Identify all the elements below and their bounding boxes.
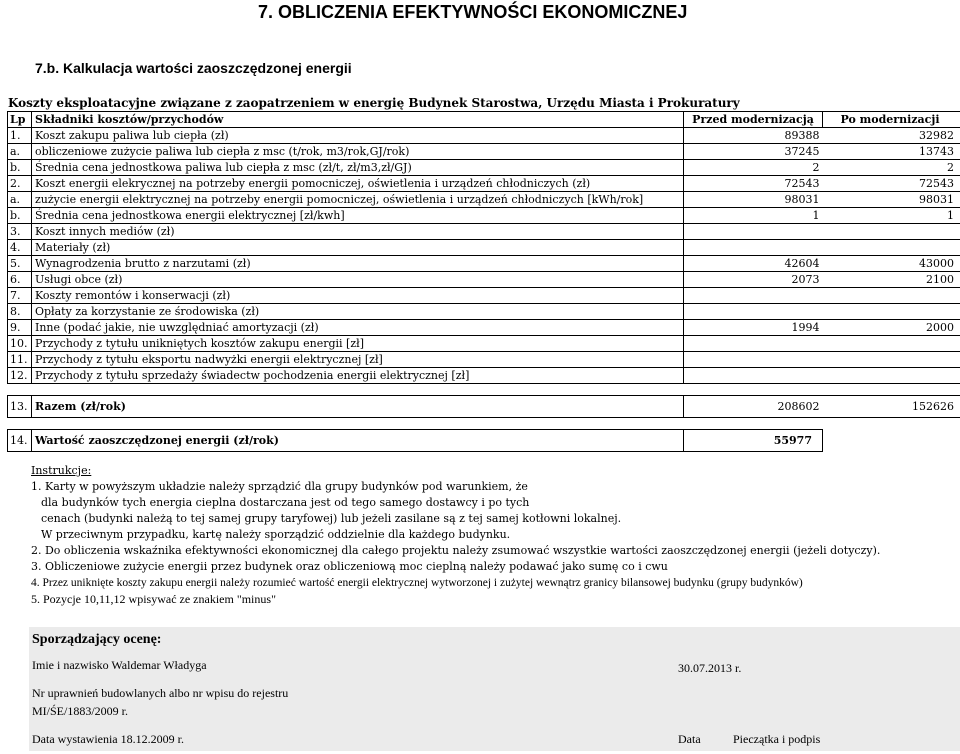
header-item: Składniki kosztów/przychodów — [32, 112, 684, 128]
table-row — [8, 368, 960, 384]
instruction-line: cenach (budynki należą to tej samej grupy taryfowej) lub jeżeli zasilane są z tej samej kotłowni lokalnej. — [41, 512, 622, 525]
row-lp: 5. — [8, 256, 32, 272]
table-row — [8, 320, 960, 336]
total-label: Razem (zł/rok) — [32, 396, 684, 418]
row-value-after: 98031 — [823, 192, 960, 208]
row-value-before — [684, 288, 823, 304]
row-label: Przychody z tytułu unikniętych kosztów zakupu energii [zł] — [32, 336, 684, 352]
row-value-before: 72543 — [684, 176, 823, 192]
table-row — [8, 128, 960, 144]
row-value-before: 89388 — [684, 128, 823, 144]
row-value-after — [823, 336, 960, 352]
table-row — [8, 288, 960, 304]
row-label: Koszty remontów i konserwacji (zł) — [32, 288, 684, 304]
row-label: obliczeniowe zużycie paliwa lub ciepła z msc (t/rok, m3/rok,GJ/rok) — [32, 144, 684, 160]
table-row — [8, 352, 960, 368]
row-value-before: 2073 — [684, 272, 823, 288]
row-value-before — [684, 304, 823, 320]
table-caption: Koszty eksploatacyjne związane z zaopatrzeniem w energię Budynek Starostwa, Urzędu Miasta i Prokuratury — [8, 96, 740, 110]
signature-right-panel — [676, 627, 960, 751]
row-value-after: 72543 — [823, 176, 960, 192]
table-header-row — [8, 112, 960, 128]
row-label: Koszt zakupu paliwa lub ciepła (zł) — [32, 128, 684, 144]
total-before: 208602 — [684, 396, 823, 418]
table-row — [8, 160, 960, 176]
header-lp: Lp — [8, 112, 32, 128]
row-value-after: 32982 — [823, 128, 960, 144]
cost-calculation-table — [7, 111, 960, 452]
row-value-after — [823, 352, 960, 368]
row-value-before: 42604 — [684, 256, 823, 272]
row-lp: 8. — [8, 304, 32, 320]
row-value-after — [823, 224, 960, 240]
table-spacer — [8, 384, 960, 396]
row-label: Materiały (zł) — [32, 240, 684, 256]
row-label: Przychody z tytułu sprzedaży świadectw pochodzenia energii elektrycznej [zł] — [32, 368, 684, 384]
instruction-line: 1. Karty w powyższym układzie należy sprządzić dla grupy budynków pod warunkiem, że — [31, 480, 528, 493]
page-title: 7. OBLICZENIA EFEKTYWNOŚCI EKONOMICZNEJ — [258, 2, 688, 22]
row-lp: a. — [8, 192, 32, 208]
table-spacer — [8, 418, 960, 430]
row-lp: b. — [8, 208, 32, 224]
table-row — [8, 208, 960, 224]
row-value-before — [684, 240, 823, 256]
row-lp: 9. — [8, 320, 32, 336]
row-value-after — [823, 288, 960, 304]
row-label: zużycie energii elektrycznej na potrzeby energii pomocniczej, oświetlenia i urządzeń chłodniczych [kWh/rok] — [32, 192, 684, 208]
table-row — [8, 304, 960, 320]
row-lp: 7. — [8, 288, 32, 304]
instruction-line: 5. Pozycje 10,11,12 wpisywać ze znakiem "minus" — [31, 592, 276, 606]
row-label: Koszt innych mediów (zł) — [32, 224, 684, 240]
savings-value: 55977 — [684, 430, 823, 452]
row-value-before: 1 — [684, 208, 823, 224]
instruction-line: 3. Obliczeniowe zużycie energii przez budynek oraz obliczeniową moc cieplną należy podawać jako sumę co i cwu — [31, 560, 668, 573]
license-number: MI/ŚE/1883/2009 r. — [32, 704, 129, 718]
section-subtitle: 7.b. Kalkulacja wartości zaoszczędzonej energii — [35, 60, 352, 76]
savings-label: Wartość zaoszczędzonej energii (zł/rok) — [32, 430, 684, 452]
license-label: Nr uprawnień budowlanych albo nr wpisu do rejestru — [32, 686, 289, 700]
signature-left-panel — [29, 627, 675, 751]
row-label: Inne (podać jakie, nie uwzględniać amortyzacji (zł) — [32, 320, 684, 336]
row-lp: 1. — [8, 128, 32, 144]
row-value-after: 1 — [823, 208, 960, 224]
row-lp: 12. — [8, 368, 32, 384]
row-label: Wynagrodzenia brutto z narzutami (zł) — [32, 256, 684, 272]
table-row — [8, 192, 960, 208]
table-row — [8, 256, 960, 272]
instructions-heading: Instrukcje: — [31, 464, 92, 477]
instruction-line: dla budynków tych energia cieplna dostarczana jest od tego samego dostawcy i po tych — [41, 496, 530, 509]
instruction-line: W przeciwnym przypadku, kartę należy sporządzić oddzielnie dla każdego budynku. — [41, 528, 511, 541]
row-value-before: 37245 — [684, 144, 823, 160]
row-lp: 4. — [8, 240, 32, 256]
row-value-before: 1994 — [684, 320, 823, 336]
savings-lp: 14. — [8, 430, 32, 452]
savings-empty — [823, 430, 960, 452]
row-lp: 2. — [8, 176, 32, 192]
signature-section — [29, 627, 960, 751]
row-value-after: 13743 — [823, 144, 960, 160]
row-value-before — [684, 368, 823, 384]
row-value-after: 2000 — [823, 320, 960, 336]
row-label: Opłaty za korzystanie ze środowiska (zł) — [32, 304, 684, 320]
date-label: Data — [678, 732, 701, 746]
row-lp: 6. — [8, 272, 32, 288]
row-value-after: 43000 — [823, 256, 960, 272]
stamp-label: Pieczątka i podpis — [733, 732, 821, 746]
row-value-before: 98031 — [684, 192, 823, 208]
row-lp: a. — [8, 144, 32, 160]
spacer-cell — [8, 384, 960, 396]
table-row — [8, 336, 960, 352]
issue-date: Data wystawienia 18.12.2009 r. — [32, 732, 184, 746]
row-value-before — [684, 352, 823, 368]
table-row — [8, 176, 960, 192]
instructions-section — [31, 463, 880, 607]
row-value-after — [823, 240, 960, 256]
row-label: Koszt energii elekrycznej na potrzeby energii pomocniczej, oświetlenia i urządzeń chłodniczych (zł) — [32, 176, 684, 192]
row-value-after — [823, 304, 960, 320]
header-after: Po modernizacji — [823, 112, 960, 128]
total-row — [8, 396, 960, 418]
row-label: Przychody z tytułu eksportu nadwyżki energii elektrycznej [zł] — [32, 352, 684, 368]
row-lp: b. — [8, 160, 32, 176]
author-name: Imie i nazwisko Waldemar Władyga — [32, 658, 207, 672]
instruction-line: 4. Przez uniknięte koszty zakupu energii należy rozumieć wartość energii elektrycznej wytworzonej i zużytej wewnątrz granicy bilansowej budynku (grupy budynków) — [31, 577, 803, 589]
row-label: Średnia cena jednostkowa paliwa lub ciepła z msc (zł/t, zł/m3,zł/GJ) — [32, 160, 684, 176]
row-value-after — [823, 368, 960, 384]
instruction-line: 2. Do obliczenia wskaźnika efektywności ekonomicznej dla całego projektu należy zsumować wszystkie wartości zaoszczędzonej energii (jeżeli dotyczy). — [31, 544, 881, 557]
header-before: Przed modernizacją — [684, 112, 823, 128]
row-label: Usługi obce (zł) — [32, 272, 684, 288]
total-after: 152626 — [823, 396, 960, 418]
spacer-cell — [8, 418, 960, 430]
row-label: Średnia cena jednostkowa energii elektrycznej [zł/kwh] — [32, 208, 684, 224]
total-lp: 13. — [8, 396, 32, 418]
signature-heading: Sporządzający ocenę: — [32, 632, 162, 647]
row-value-before: 2 — [684, 160, 823, 176]
row-lp: 11. — [8, 352, 32, 368]
table-row — [8, 144, 960, 160]
row-value-after: 2100 — [823, 272, 960, 288]
table-row — [8, 224, 960, 240]
table-row — [8, 240, 960, 256]
sign-date: 30.07.2013 r. — [678, 661, 742, 675]
table-row — [8, 272, 960, 288]
row-value-after: 2 — [823, 160, 960, 176]
row-lp: 10. — [8, 336, 32, 352]
row-value-before — [684, 224, 823, 240]
row-value-before — [684, 336, 823, 352]
row-lp: 3. — [8, 224, 32, 240]
savings-row — [8, 430, 960, 452]
